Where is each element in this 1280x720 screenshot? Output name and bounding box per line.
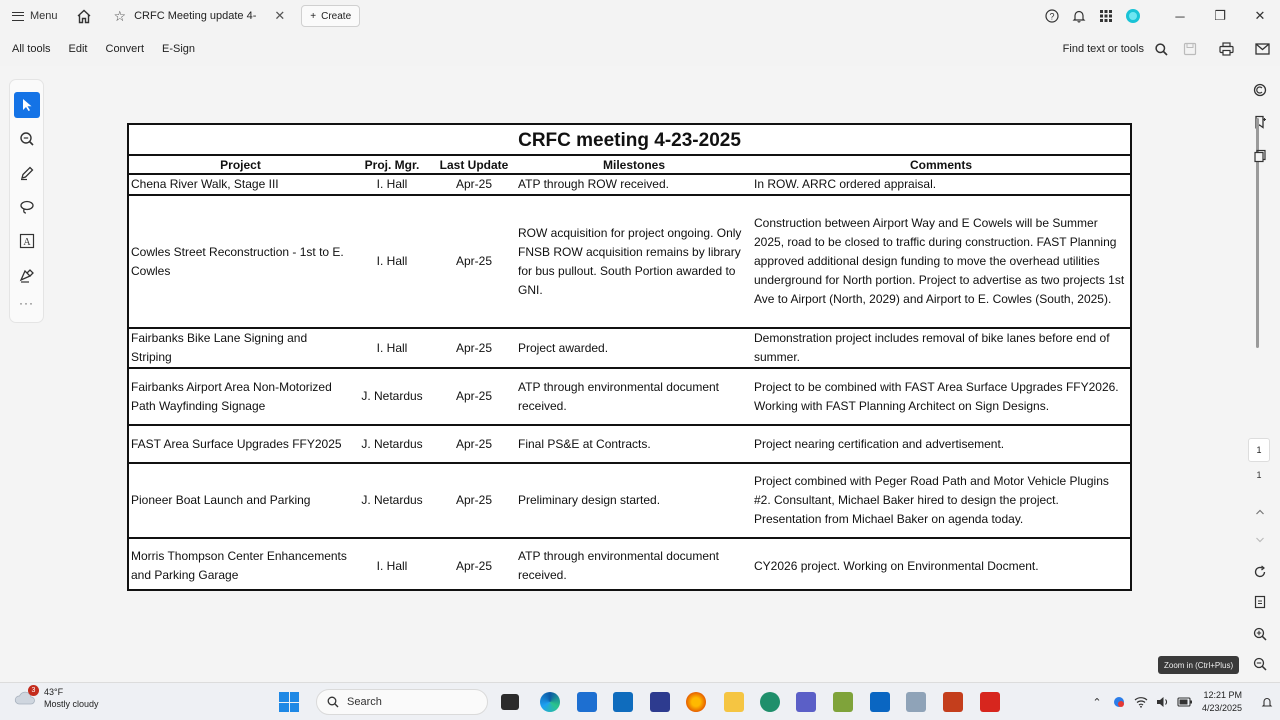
bell-icon[interactable] — [1065, 0, 1092, 32]
file-icon[interactable] — [501, 694, 519, 710]
right-tool-rail — [1240, 66, 1280, 686]
taskbar-search-placeholder: Search — [347, 696, 382, 708]
search-app-icon[interactable] — [760, 692, 780, 712]
all-tools-menu[interactable]: All tools — [12, 43, 51, 55]
windows-taskbar — [0, 682, 1280, 720]
cell-project: Morris Thompson Center Enhancements and Parking Garage — [131, 549, 347, 582]
print-icon[interactable] — [1208, 32, 1244, 66]
copy-pages-icon[interactable] — [1250, 146, 1270, 166]
clock-date: 4/23/2025 — [1201, 703, 1242, 713]
cell-comments: In ROW. ARRC ordered appraisal. — [752, 174, 1130, 195]
cell-proj-mgr: J. Netardus — [352, 425, 432, 463]
document-tab-title: CRFC Meeting update 4- — [134, 10, 257, 22]
create-button[interactable] — [301, 5, 360, 27]
cell-comments: Project nearing certification and advertisement. — [752, 425, 1130, 463]
convert-menu[interactable]: Convert — [105, 43, 145, 55]
menu-label: Menu — [30, 10, 58, 22]
search-icon — [327, 696, 339, 708]
taskbar-search[interactable] — [316, 689, 488, 715]
app-icon[interactable] — [650, 692, 670, 712]
volume-icon[interactable] — [1152, 683, 1174, 720]
column-header-project: Project — [129, 156, 352, 174]
powerpoint-icon[interactable] — [943, 692, 963, 712]
cell-milestones: Final PS&E at Contracts. — [516, 425, 752, 463]
cell-milestones: ATP through environmental document received. — [518, 549, 720, 582]
notification-badge: 3 — [28, 685, 39, 696]
hamburger-icon — [12, 12, 24, 21]
cell-proj-mgr: J. Netardus — [352, 463, 432, 538]
text-box-tool-icon[interactable] — [14, 228, 40, 254]
avatar[interactable] — [1119, 0, 1146, 32]
weather-condition: Mostly cloudy — [44, 699, 99, 709]
system-clock[interactable] — [1202, 689, 1242, 715]
table-row — [129, 328, 1130, 368]
star-icon[interactable]: ☆ — [113, 7, 127, 24]
current-page-indicator[interactable]: 1 — [1248, 438, 1270, 462]
create-label: Create — [321, 10, 352, 22]
toolbar-right — [1063, 32, 1280, 66]
email-icon[interactable] — [1244, 32, 1280, 66]
apps-grid-icon[interactable] — [1092, 0, 1119, 32]
acrobat-icon[interactable] — [980, 692, 1000, 712]
svg-text:?: ? — [1048, 11, 1055, 22]
cell-comments: Project combined with Peger Road Path and Motor Vehicle Plugins #2. Consultant, Michael Baker hired to design the project. Presentation from Michael Baker on agenda today. — [752, 463, 1130, 538]
table-row — [129, 538, 1130, 593]
cell-milestones: ROW acquisition for project ongoing. Only FNSB ROW acquisition remains by library for bus pullout. South Portion awarded to GNI. — [516, 195, 752, 328]
title-bar-right — [1038, 0, 1280, 32]
column-header-proj-mgr: Proj. Mgr. — [352, 156, 432, 174]
app-icon[interactable] — [906, 692, 926, 712]
table-row — [129, 368, 1130, 425]
help-icon[interactable] — [1038, 0, 1065, 32]
bookmark-icon[interactable] — [1250, 112, 1270, 132]
cell-proj-mgr: I. Hall — [352, 174, 432, 195]
firefox-icon[interactable] — [686, 692, 706, 712]
network-app-icon[interactable] — [1108, 683, 1130, 720]
next-page-icon[interactable] — [1250, 530, 1270, 550]
table-row — [129, 463, 1130, 538]
battery-icon[interactable] — [1174, 683, 1196, 720]
app-store-icon[interactable] — [577, 692, 597, 712]
cell-project: Cowles Street Reconstruction - 1st to E. Cowles — [129, 195, 352, 328]
cell-last-update: Apr-25 — [455, 558, 493, 573]
cell-project: Chena River Walk, Stage III — [129, 174, 352, 195]
cell-comments: Demonstration project includes removal of bike lanes before end of summer. — [752, 328, 1130, 368]
weather-temperature: 43°F — [44, 687, 64, 697]
lasso-tool-icon[interactable] — [14, 194, 40, 220]
find-text-button[interactable]: Find text or tools — [1062, 43, 1144, 55]
cell-comments: Construction between Airport Way and E Cowels will be Summer 2025, road to be closed to traffic during construction. FAST Planning approved additional design funding to move the overhead utilities underground for North portion. Project to advertise as two projects 1st Ave to Airport (North, 2029) and Airport to E. Cowles (South, 2025). — [752, 195, 1130, 328]
close-window-button[interactable]: ✕ — [1254, 8, 1266, 23]
more-tools-icon[interactable]: ··· — [19, 296, 34, 310]
column-header-milestones: Milestones — [516, 156, 752, 174]
cell-last-update: Apr-25 — [432, 368, 516, 425]
cell-project: Pioneer Boat Launch and Parking — [129, 463, 352, 538]
main-toolbar — [0, 32, 1280, 66]
cell-comments: CY2026 project. Working on Environmental Docment. — [754, 558, 1039, 573]
system-tray — [1086, 683, 1280, 720]
cell-project: Fairbanks Bike Lane Signing and Striping — [129, 328, 352, 368]
cell-project: FAST Area Surface Upgrades FFY2025 — [129, 425, 352, 463]
notification-center-icon[interactable] — [1254, 683, 1280, 720]
pen-tool-icon[interactable] — [14, 160, 40, 186]
cell-proj-mgr: I. Hall — [352, 328, 432, 368]
table-row — [129, 425, 1130, 463]
fit-page-icon[interactable] — [1250, 592, 1270, 612]
table-header-row — [129, 156, 1130, 174]
weather-widget[interactable] — [14, 686, 99, 710]
edit-menu[interactable]: Edit — [68, 43, 88, 55]
column-header-last-update: Last Update — [432, 156, 516, 174]
search-icon[interactable] — [1150, 32, 1172, 66]
cell-milestones: ATP through ROW received. — [516, 174, 752, 195]
projects-table — [129, 156, 1130, 593]
plus-icon: + — [310, 10, 317, 22]
cell-last-update: Apr-25 — [432, 328, 516, 368]
start-icon[interactable] — [279, 692, 299, 712]
teams-icon[interactable] — [796, 692, 816, 712]
esign-menu[interactable]: E-Sign — [162, 43, 196, 55]
home-icon[interactable] — [68, 0, 100, 32]
cell-last-update: Apr-25 — [432, 174, 516, 195]
menu-button[interactable] — [0, 0, 68, 32]
cell-proj-mgr: J. Netardus — [352, 368, 432, 425]
zoom-tool-icon[interactable] — [14, 126, 40, 152]
clock-time: 12:21 PM — [1203, 690, 1242, 700]
title-bar — [0, 0, 1280, 32]
cell-last-update: Apr-25 — [432, 195, 516, 328]
table-row — [129, 195, 1130, 328]
minimize-button[interactable]: ─ — [1175, 8, 1185, 24]
restore-button[interactable]: ❐ — [1214, 8, 1226, 23]
zoom-in-icon[interactable] — [1250, 624, 1270, 644]
total-pages: 1 — [1256, 470, 1262, 480]
close-tab-icon[interactable]: ✕ — [274, 8, 286, 23]
cell-project: Fairbanks Airport Area Non-Motorized Path Wayfinding Signage — [129, 368, 352, 425]
cell-last-update: Apr-25 — [432, 463, 516, 538]
column-header-comments: Comments — [752, 156, 1130, 174]
cell-milestones: Project awarded. — [516, 328, 752, 368]
wifi-icon[interactable] — [1130, 683, 1152, 720]
zoom-in-tooltip: Zoom in (Ctrl+Plus) — [1158, 656, 1239, 674]
fill-sign-tool-icon[interactable] — [14, 262, 40, 288]
select-tool-icon[interactable] — [14, 92, 40, 118]
zoom-out-icon[interactable] — [1250, 654, 1270, 674]
cell-milestones: ATP through environmental document received. — [516, 368, 752, 425]
app-icon[interactable] — [833, 692, 853, 712]
file-explorer-icon[interactable] — [724, 692, 744, 712]
svg-text:A: A — [22, 237, 31, 248]
cell-milestones: Preliminary design started. — [516, 463, 752, 538]
table-row — [129, 174, 1130, 195]
outlook-new-icon[interactable] — [870, 692, 890, 712]
copilot-icon[interactable] — [1250, 80, 1270, 100]
cell-proj-mgr: I. Hall — [376, 558, 408, 573]
document-page — [127, 123, 1132, 591]
chevron-up-icon[interactable]: ⌃ — [1092, 696, 1102, 709]
document-title: CRFC meeting 4-23-2025 — [129, 125, 1130, 156]
save-icon[interactable] — [1172, 32, 1208, 66]
rotate-icon[interactable] — [1250, 562, 1270, 582]
document-tab[interactable] — [106, 3, 294, 29]
edge-browser-icon[interactable] — [540, 692, 560, 712]
outlook-icon[interactable] — [613, 692, 633, 712]
previous-page-icon[interactable] — [1250, 502, 1270, 522]
left-tool-rail — [10, 80, 43, 322]
cell-proj-mgr: I. Hall — [352, 195, 432, 328]
cell-comments: Project to be combined with FAST Area Surface Upgrades FFY2026. Working with FAST Planning Architect on Sign Designs. — [752, 368, 1130, 425]
cell-last-update: Apr-25 — [432, 425, 516, 463]
